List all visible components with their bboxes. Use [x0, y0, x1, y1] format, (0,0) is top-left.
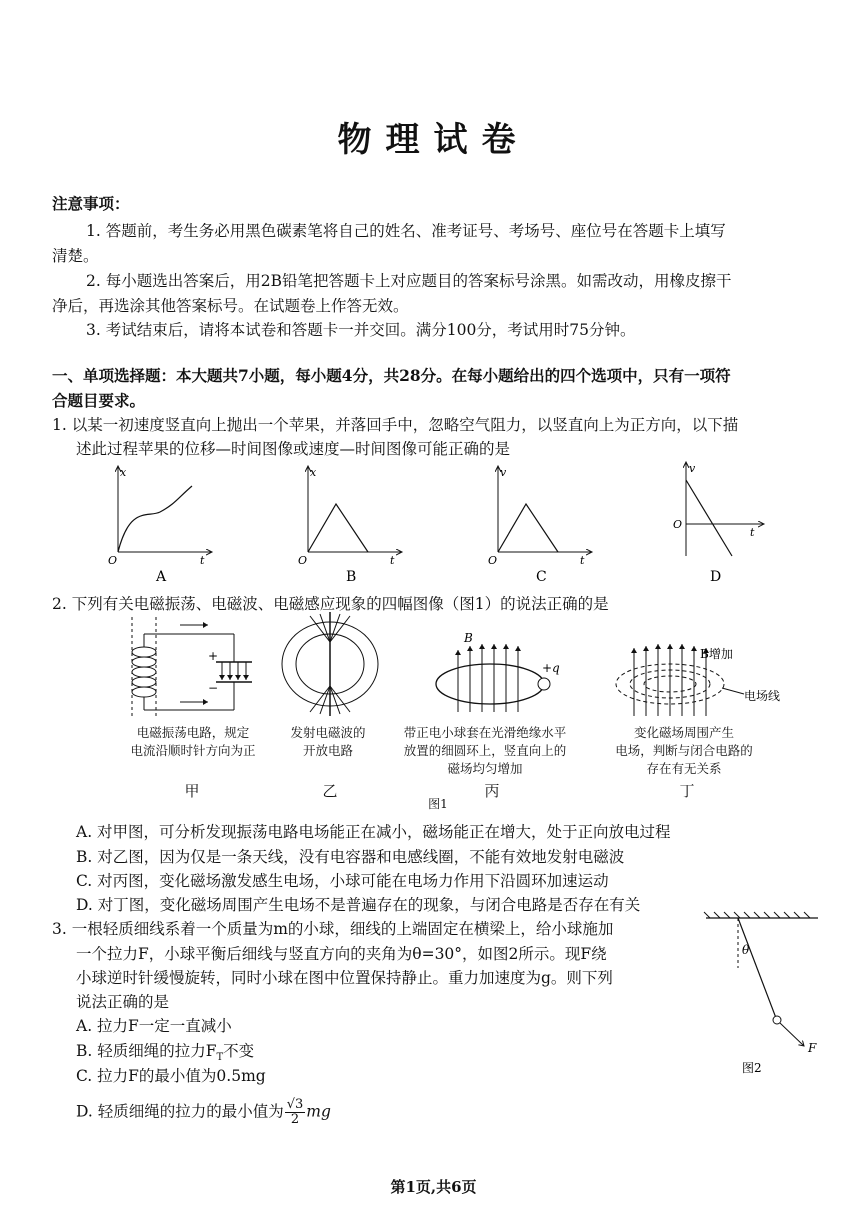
- q3-option-c: C. 拉力F的最小值为0.5mg: [76, 1067, 266, 1085]
- figure-yi-caption: 发射电磁波的 开放电路: [290, 725, 366, 758]
- graph-d-label: D: [710, 569, 722, 585]
- figure-2-force: F: [808, 1041, 817, 1055]
- graph-a-origin: O: [108, 554, 118, 567]
- graph-d: [673, 462, 764, 585]
- graph-b-xaxis: t: [390, 554, 395, 567]
- notice-item-1: 1. 答题前，考生务必用黑色碳素笔将自己的姓名、准考证号、考场号、座位号在答题卡上填写: [86, 222, 726, 240]
- graph-d-line: [686, 480, 732, 556]
- graph-c-origin: O: [488, 554, 498, 567]
- figure-bing-label: 丙: [484, 782, 500, 800]
- svg-text:−: −: [208, 681, 219, 695]
- q3-stem-3: 小球逆时针缓慢旋转，同时小球在图中位置保持静止。重力加速度为g。则下列: [76, 969, 613, 987]
- q3-option-a: A. 拉力F一定一直减小: [76, 1017, 232, 1035]
- graph-c: [488, 466, 592, 585]
- figure-jia: [132, 617, 252, 717]
- figure-ding: [616, 644, 780, 716]
- section-heading: 一、单项选择题：本大题共7小题，每小题4分，共28分。在每小题给出的四个选项中，只有一项符: [52, 366, 731, 385]
- graph-c-yaxis: v: [500, 466, 507, 479]
- svg-text:+: +: [208, 649, 219, 663]
- graph-d-yaxis: v: [689, 462, 696, 475]
- q1-stem: 1. 以某一初速度竖直向上抛出一个苹果，并落回手中，忽略空气阻力，以竖直向上为正方向，以下描: [52, 416, 739, 434]
- fraction: $\frac{√3}{2}$: [286, 1097, 304, 1127]
- graph-b-line: [308, 504, 368, 552]
- q2-option-a: A. 对甲图，可分析发现振荡电路电场能正在减小，磁场能正在增大，处于正向放电过程: [76, 823, 671, 841]
- figure-2-caption: 图2: [742, 1061, 762, 1075]
- q2-option-d: D. 对丁图，变化磁场周围产生电场不是普遍存在的现象，与闭合电路是否存在有关: [76, 896, 641, 914]
- page-title: 物理试卷: [337, 120, 530, 160]
- figure-ding-b: B增加: [700, 647, 733, 661]
- graph-b-origin: O: [298, 554, 308, 567]
- graph-a-xaxis: t: [200, 554, 205, 567]
- graph-c-label: C: [536, 569, 547, 585]
- notice-item-2-cont: 净后，再选涂其他答案标号。在试题卷上作答无效。: [52, 297, 409, 315]
- graph-a-label: A: [156, 569, 167, 585]
- figure-yi: [282, 612, 378, 716]
- q1-stem-cont: 述此过程苹果的位移—时间图像或速度—时间图像可能正确的是: [76, 440, 511, 458]
- q2-option-c: C. 对丙图，变化磁场激发感生电场，小球可能在电场力作用下沿圆环加速运动: [76, 872, 609, 890]
- graph-d-xaxis: t: [750, 526, 755, 539]
- q3-stem-2: 一个拉力F，小球平衡后细线与竖直方向的夹角为θ=30°，如图2所示。现F绕: [76, 945, 607, 963]
- figure-bing-b: B: [464, 631, 473, 645]
- figure-jia-label: 甲: [184, 782, 200, 800]
- graph-b: [298, 466, 402, 585]
- q2-figures: [110, 612, 790, 722]
- graph-a: [108, 466, 212, 585]
- graph-c-xaxis: t: [580, 554, 585, 567]
- figure-2: [700, 908, 830, 1088]
- figure-bing-q: +q: [542, 661, 560, 675]
- figure-yi-label: 乙: [322, 782, 338, 800]
- q2-stem: 2. 下列有关电磁振荡、电磁波、电磁感应现象的四幅图像（图1）的说法正确的是: [52, 595, 609, 613]
- notice-heading: 注意事项：: [52, 194, 130, 213]
- figure-jia-caption: 电磁振荡电路，规定 电流沿顺时针方向为正: [130, 725, 256, 758]
- q3-option-b: B. 轻质细绳的拉力$F_T$不变: [76, 1042, 255, 1064]
- figure-bing: [436, 631, 560, 712]
- graph-b-label: B: [346, 569, 357, 585]
- notice-item-3: 3. 考试结束后，请将本试卷和答题卡一并交回。满分100分，考试用时75分钟。: [86, 321, 636, 339]
- graph-a-curve: [118, 486, 192, 552]
- q3-option-d: D. 轻质细绳的拉力的最小值为 $\frac{√3}{2}$ mg: [76, 1097, 331, 1127]
- section-heading-cont: 合题目要求。: [52, 391, 146, 410]
- figure-bing-caption: 带正电小球套在光滑绝缘水平 放置的细圆环上，竖直向上的 磁场均匀增加: [403, 725, 567, 776]
- figure-ding-label: 丁: [679, 782, 695, 800]
- notice-item-2: 2. 每小题选出答案后，用2B铅笔把答题卡上对应题目的答案标号涂黑。如需改动，用橡皮擦干: [86, 272, 732, 290]
- q1-graphs: [100, 460, 800, 585]
- page-footer: 第1页,共6页: [390, 1178, 477, 1196]
- graph-a-yaxis: x: [120, 466, 127, 479]
- graph-d-origin: O: [673, 518, 683, 531]
- notice-item-1-cont: 清楚。: [52, 247, 99, 265]
- q3-stem: 3. 一根轻质细线系着一个质量为m的小球，细线的上端固定在横梁上，给小球施加: [52, 920, 614, 938]
- graph-c-line: [498, 504, 558, 552]
- figure-2-theta: θ: [742, 943, 750, 957]
- figure-ding-field: 电场线: [744, 689, 781, 703]
- figure-ding-caption: 变化磁场周围产生 电场，判断与闭合电路的 存在有无关系: [615, 725, 753, 776]
- q3-stem-4: 说法正确的是: [76, 993, 170, 1011]
- figure-1-caption: 图1: [428, 797, 448, 811]
- graph-b-yaxis: x: [310, 466, 317, 479]
- q2-option-b: B. 对乙图，因为仅是一条天线，没有电容器和电感线圈，不能有效地发射电磁波: [76, 848, 625, 866]
